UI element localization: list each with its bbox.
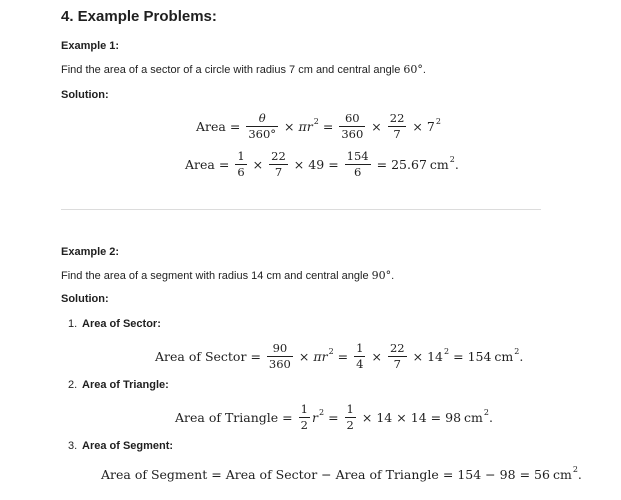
eq2-end: .	[454, 156, 459, 172]
segment-equals-2: =	[442, 466, 454, 482]
triangle-a: 14	[376, 409, 393, 425]
triangle-fraction-1-2-b	[345, 403, 356, 432]
eq1-times-2: ×	[371, 118, 382, 134]
eq1-equals-2: =	[322, 118, 334, 134]
triangle-f2-num: 1	[346, 401, 354, 416]
eq1-times-1: ×	[284, 118, 295, 134]
triangle-lhs: Area of Triangle	[175, 409, 279, 425]
sector-fraction-90-360	[267, 342, 293, 371]
eq1-pi-r-sq: 2	[313, 116, 319, 126]
section-divider	[61, 209, 541, 210]
triangle-unit: cm	[464, 409, 483, 425]
triangle-f2-den: 2	[346, 417, 354, 432]
triangle-unit-sq: 2	[483, 407, 489, 417]
sector-equation	[155, 338, 523, 374]
triangle-result: 98	[445, 409, 462, 425]
sector-times-3: ×	[412, 348, 424, 364]
eq2-fraction-154-6	[345, 150, 371, 179]
segment-minus-1: −	[321, 466, 332, 482]
triangle-end: .	[489, 409, 493, 425]
segment-v1: 154	[457, 466, 482, 482]
triangle-equation	[175, 399, 493, 435]
triangle-fraction-1-2-a	[299, 403, 310, 432]
segment-term-triangle: Area of Triangle	[335, 466, 439, 482]
example-2-problem-text: Find the area of a segment with radius 14 cm and central angle	[61, 270, 372, 282]
step-2-number: 2.	[68, 379, 78, 391]
segment-equation	[101, 464, 582, 484]
sector-end: .	[519, 348, 524, 364]
eq2-f2-num: 22	[271, 148, 286, 163]
sector-fourteen-sq: 2	[443, 346, 450, 356]
example-1-problem-angle: 60°	[403, 63, 423, 76]
example-1-problem-text: Find the area of a sector of a circle with radius 7 cm and central angle	[61, 64, 404, 76]
eq2-unit-sq: 2	[449, 154, 455, 164]
eq1-pi-r: πr	[298, 118, 313, 134]
example-2-solution-label: Solution:	[61, 293, 109, 305]
segment-equals-3: =	[519, 466, 531, 482]
eq1-f3-den: 7	[393, 126, 401, 141]
sector-f1-den: 360	[268, 356, 291, 371]
triangle-f1-num: 1	[300, 401, 308, 416]
eq1-fraction-60-360	[339, 112, 365, 141]
step-3-label: Area of Segment:	[82, 440, 174, 452]
segment-equals-1: =	[211, 466, 222, 482]
eq2-times-1: ×	[252, 156, 264, 172]
sector-equals-3: =	[453, 348, 464, 364]
example-1-problem-end: .	[422, 64, 426, 76]
eq1-f2-den: 360	[341, 126, 364, 141]
triangle-equals-3: =	[430, 409, 442, 425]
eq1-seven-sq: 2	[435, 116, 441, 126]
step-3-number: 3.	[68, 440, 78, 452]
sector-equals-2: =	[337, 348, 349, 364]
eq2-f1-num: 1	[237, 148, 245, 163]
eq2-f1-den: 6	[237, 164, 245, 179]
sector-pi-r-sq: 2	[328, 346, 334, 356]
eq1-f2-num: 60	[344, 110, 360, 125]
eq1-seven: 7	[426, 118, 435, 134]
sector-times-1: ×	[298, 348, 310, 364]
step-2-label: Area of Triangle:	[82, 379, 169, 391]
triangle-times-1: ×	[361, 409, 373, 425]
triangle-equals-2: =	[328, 409, 339, 425]
eq2-result: 25.67	[391, 156, 427, 172]
step-1-label: Area of Sector:	[82, 318, 161, 330]
sector-f1-num: 90	[272, 340, 288, 355]
sector-fraction-1-4	[354, 342, 365, 371]
eq2-f3-den: 6	[353, 164, 362, 179]
triangle-equals-1: =	[282, 409, 293, 425]
eq2-fraction-1-6	[235, 150, 246, 179]
example-2-problem-end: .	[391, 270, 395, 282]
segment-result: 56	[534, 466, 550, 482]
segment-term-sector: Area of Sector	[225, 466, 318, 482]
example-1-solution-label: Solution:	[61, 89, 109, 101]
sector-equals-1: =	[250, 348, 261, 364]
eq1-equals-1: =	[229, 118, 241, 134]
eq2-fraction-22-7	[269, 150, 288, 179]
eq2-times-2: ×	[293, 156, 305, 172]
sector-f2-num: 1	[356, 340, 364, 355]
sector-times-2: ×	[371, 348, 382, 364]
triangle-r: r	[311, 409, 318, 425]
example-1-problem	[61, 63, 426, 76]
eq1-lhs: Area	[196, 118, 226, 134]
eq2-lhs: Area	[185, 156, 215, 172]
eq1-f1-num: θ	[258, 110, 266, 125]
example-1-label: Example 1:	[61, 40, 120, 52]
section-title: 4. Example Problems:	[61, 8, 217, 25]
sector-fraction-22-7	[388, 342, 407, 371]
sector-f2-den: 4	[356, 356, 364, 371]
step-1-number: 1.	[68, 318, 78, 330]
segment-end: .	[577, 466, 582, 482]
eq2-f3-num: 154	[346, 148, 369, 163]
triangle-r-sq: 2	[318, 407, 325, 417]
segment-lhs: Area of Segment	[101, 466, 208, 482]
eq2-unit: cm	[429, 156, 449, 172]
sector-lhs: Area of Sector	[155, 348, 247, 364]
eq1-f1-den: 360°	[248, 126, 277, 141]
sector-f3-den: 7	[393, 356, 401, 371]
eq2-f2-den: 7	[274, 164, 283, 179]
eq1-f3-num: 22	[389, 110, 405, 125]
example-1-equation-1	[196, 108, 441, 144]
sector-f3-num: 22	[389, 340, 405, 355]
eq2-equals-1: =	[218, 156, 230, 172]
triangle-times-2: ×	[396, 409, 407, 425]
eq2-equals-3: =	[376, 156, 388, 172]
sector-unit: cm	[494, 348, 514, 364]
sector-unit-sq: 2	[514, 346, 520, 356]
eq1-times-3: ×	[412, 118, 423, 134]
sector-pi-r: πr	[313, 348, 328, 364]
sector-result: 154	[467, 348, 492, 364]
sector-fourteen: 14	[427, 348, 443, 364]
example-2-problem-angle: 90°	[371, 269, 392, 282]
example-2-problem	[61, 269, 394, 282]
segment-unit: cm	[552, 466, 572, 482]
eq2-fortynine: 49	[308, 156, 325, 172]
example-2-label: Example 2:	[61, 246, 120, 258]
example-1-equation-2	[185, 146, 459, 182]
segment-minus-2: −	[485, 466, 496, 482]
segment-v2: 98	[499, 466, 516, 482]
eq1-fraction-theta	[246, 112, 278, 141]
triangle-b: 14	[410, 409, 427, 425]
eq1-fraction-22-7	[388, 112, 407, 141]
segment-unit-sq: 2	[572, 464, 578, 474]
eq2-equals-2: =	[328, 156, 339, 172]
triangle-f1-den: 2	[300, 417, 308, 432]
